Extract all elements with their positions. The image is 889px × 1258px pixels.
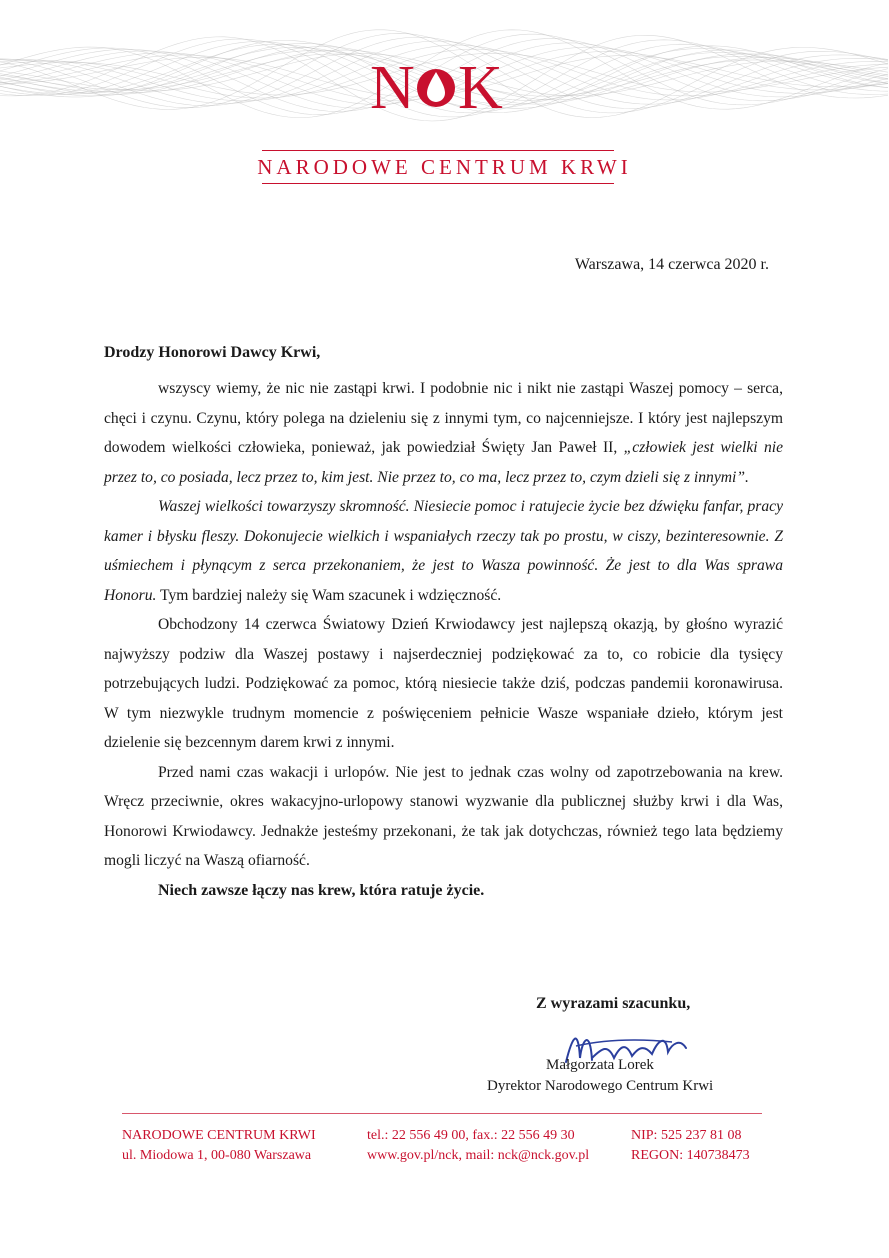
footer-rule [122,1113,762,1114]
letter-date: Warszawa, 14 czerwca 2020 r. [574,256,769,273]
footer-org-name: NARODOWE CENTRUM KRWI [122,1128,316,1143]
paragraph-3: Obchodzony 14 czerwca Światowy Dzień Krwiodawcy jest najlepszą okazją, by głośno wyrazić najwyższy podziw dla Waszej postawy i najserdeczniej podziękować za to, co robicie dla tysięcy potrzebujących ludzi. Podziękować za pomoc, którą niesiecie także dziś, podczas pandemii koronawirusa. W tym niezwykle trudnym momencie z poświęceniem pełnicie Wasze wspaniałe dzieło, którym jest dzielenie się bezcennym darem krwi z innymi. [104,616,783,751]
signer-name: Małgorzata Lorek [546,1057,654,1073]
header-rule-bottom [262,183,614,184]
nck-logo [370,58,520,114]
motto: Niech zawsze łączy nas krew, która ratuje życie. [158,881,485,899]
paragraph-2 [104,492,783,610]
paragraph-1-quote: „człowiek jest wielki nie przez to, co posiada, lecz przez to, kim jest. Nie przez to, co ma, lecz przez to, czym dzieli się z innymi”. [104,439,783,486]
footer-web-mail[interactable]: www.gov.pl/nck, mail: nck@nck.gov.pl [367,1148,590,1163]
footer-nip: NIP: 525 237 81 08 [631,1128,742,1143]
greeting: Drodzy Honorowi Dawcy Krwi, [104,344,321,361]
footer-street: ul. Miodowa 1, 00-080 Warszawa [122,1148,312,1163]
paragraph-4: Przed nami czas wakacji i urlopów. Nie jest to jednak czas wolny od zapotrzebowania na krew. Wręcz przeciwnie, okres wakacyjno-urlopowy stanowi wyzwanie dla publicznej służby krwi i dla Was, Honorowi Krwiodawcy. Jednakże jesteśmy przekonani, że tak jak dotychczas, również tego lata będziemy mogli liczyć na Waszą ofiarność. [104,763,783,869]
letter-body [104,344,783,900]
svg-text:K: K [458,58,503,114]
footer-phone: tel.: 22 556 49 00, fax.: 22 556 49 30 [367,1128,575,1143]
signer-title: Dyrektor Narodowego Centrum Krwi [487,1078,714,1094]
header-rule-top [262,150,614,151]
svg-text:N: N [370,58,415,114]
footer-address [122,1126,316,1166]
paragraph-2-text: Tym bardziej należy się Wam szacunek i wdzięczność. [156,586,502,604]
organization-name: NARODOWE CENTRUM KRWI [257,155,632,179]
paragraph-1 [104,374,783,492]
paragraph-2-italic: Waszej wielkości towarzyszy skromność. Niesiecie pomoc i ratujecie życie bez dźwięku fanfar, pracy kamer i błysku fleszy. Dokonujecie wielkich i wspaniałych rzeczy tak po prostu, w ciszy, bezinteresownie. Z uśmiechem i płynącym z serca przekonaniem, że jest to Wasza powinność. Że jest to dla Was sprawa Honoru. [104,498,783,604]
closing-salutation: Z wyrazami szacunku, [536,995,691,1012]
footer-contact [367,1126,589,1166]
paragraph-1-text: wszyscy wiemy, że nic nie zastąpi krwi. I podobnie nic i nikt nie zastąpi Waszej pomocy – serca, chęci i czynu. Czynu, który polega na dzieleniu się z innymi tym, co najcenniejsze. I który jest najlepszym dowodem wielkości człowieka, ponieważ, jak powiedział Święty Jan Paweł II, [104,380,783,456]
footer-regon: REGON: 140738473 [631,1148,750,1163]
footer-registry [631,1126,750,1166]
